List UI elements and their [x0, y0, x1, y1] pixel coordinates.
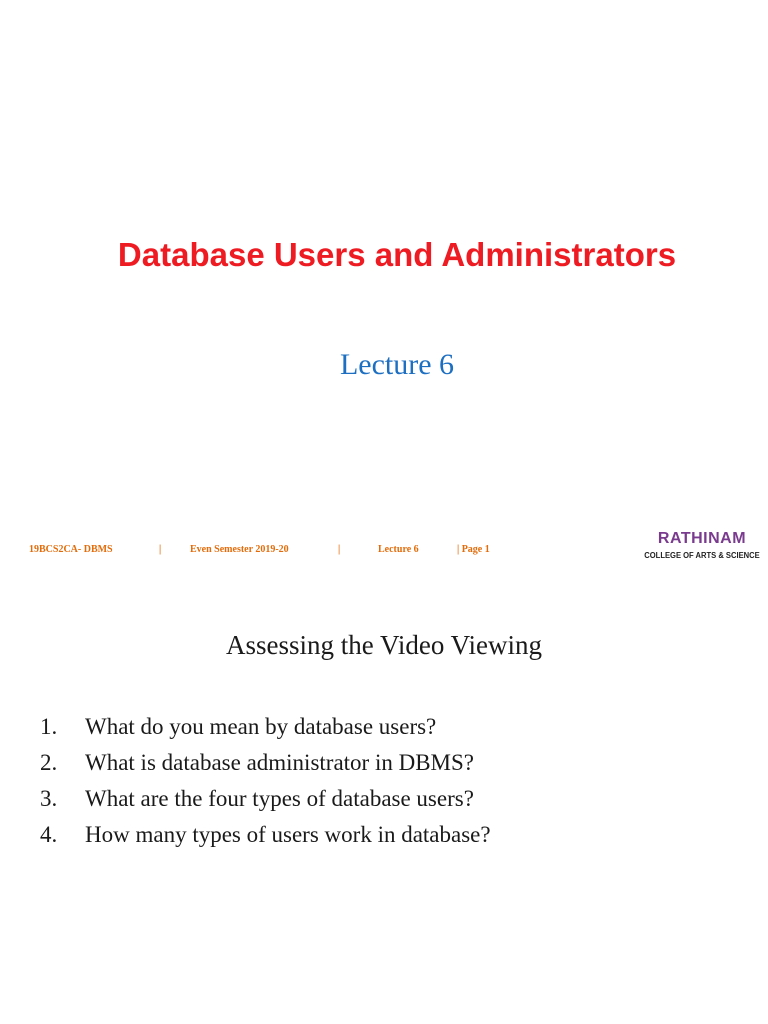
college-logo: [640, 530, 764, 570]
slide-title: Database Users and Administrators: [117, 236, 677, 273]
question-text: What are the four types of database users?: [85, 786, 474, 811]
footer-course: 19BCS2CA- DBMS: [29, 544, 113, 555]
slide-2: [0, 596, 768, 1024]
question-number: 4.: [40, 822, 58, 847]
question-text: What do you mean by database users?: [85, 714, 437, 739]
slide-heading: Assessing the Video Viewing: [226, 630, 542, 660]
question-number: 1.: [40, 714, 58, 739]
logo-name: RATHINAM: [657, 530, 747, 547]
footer-separator: |: [338, 544, 341, 555]
footer-lecture: Lecture 6: [378, 544, 419, 555]
footer-page: | Page 1: [457, 544, 490, 555]
question-text: What is database administrator in DBMS?: [85, 750, 475, 775]
question-text: How many types of users work in database?: [85, 822, 491, 847]
footer-semester: Even Semester 2019-20: [190, 544, 289, 555]
logo-tagline: COLLEGE OF ARTS & SCIENCE: [644, 551, 760, 560]
question-number: 2.: [40, 750, 58, 775]
slide-subtitle: Lecture 6: [339, 348, 455, 381]
footer-separator: |: [159, 544, 162, 555]
question-number: 3.: [40, 786, 58, 811]
